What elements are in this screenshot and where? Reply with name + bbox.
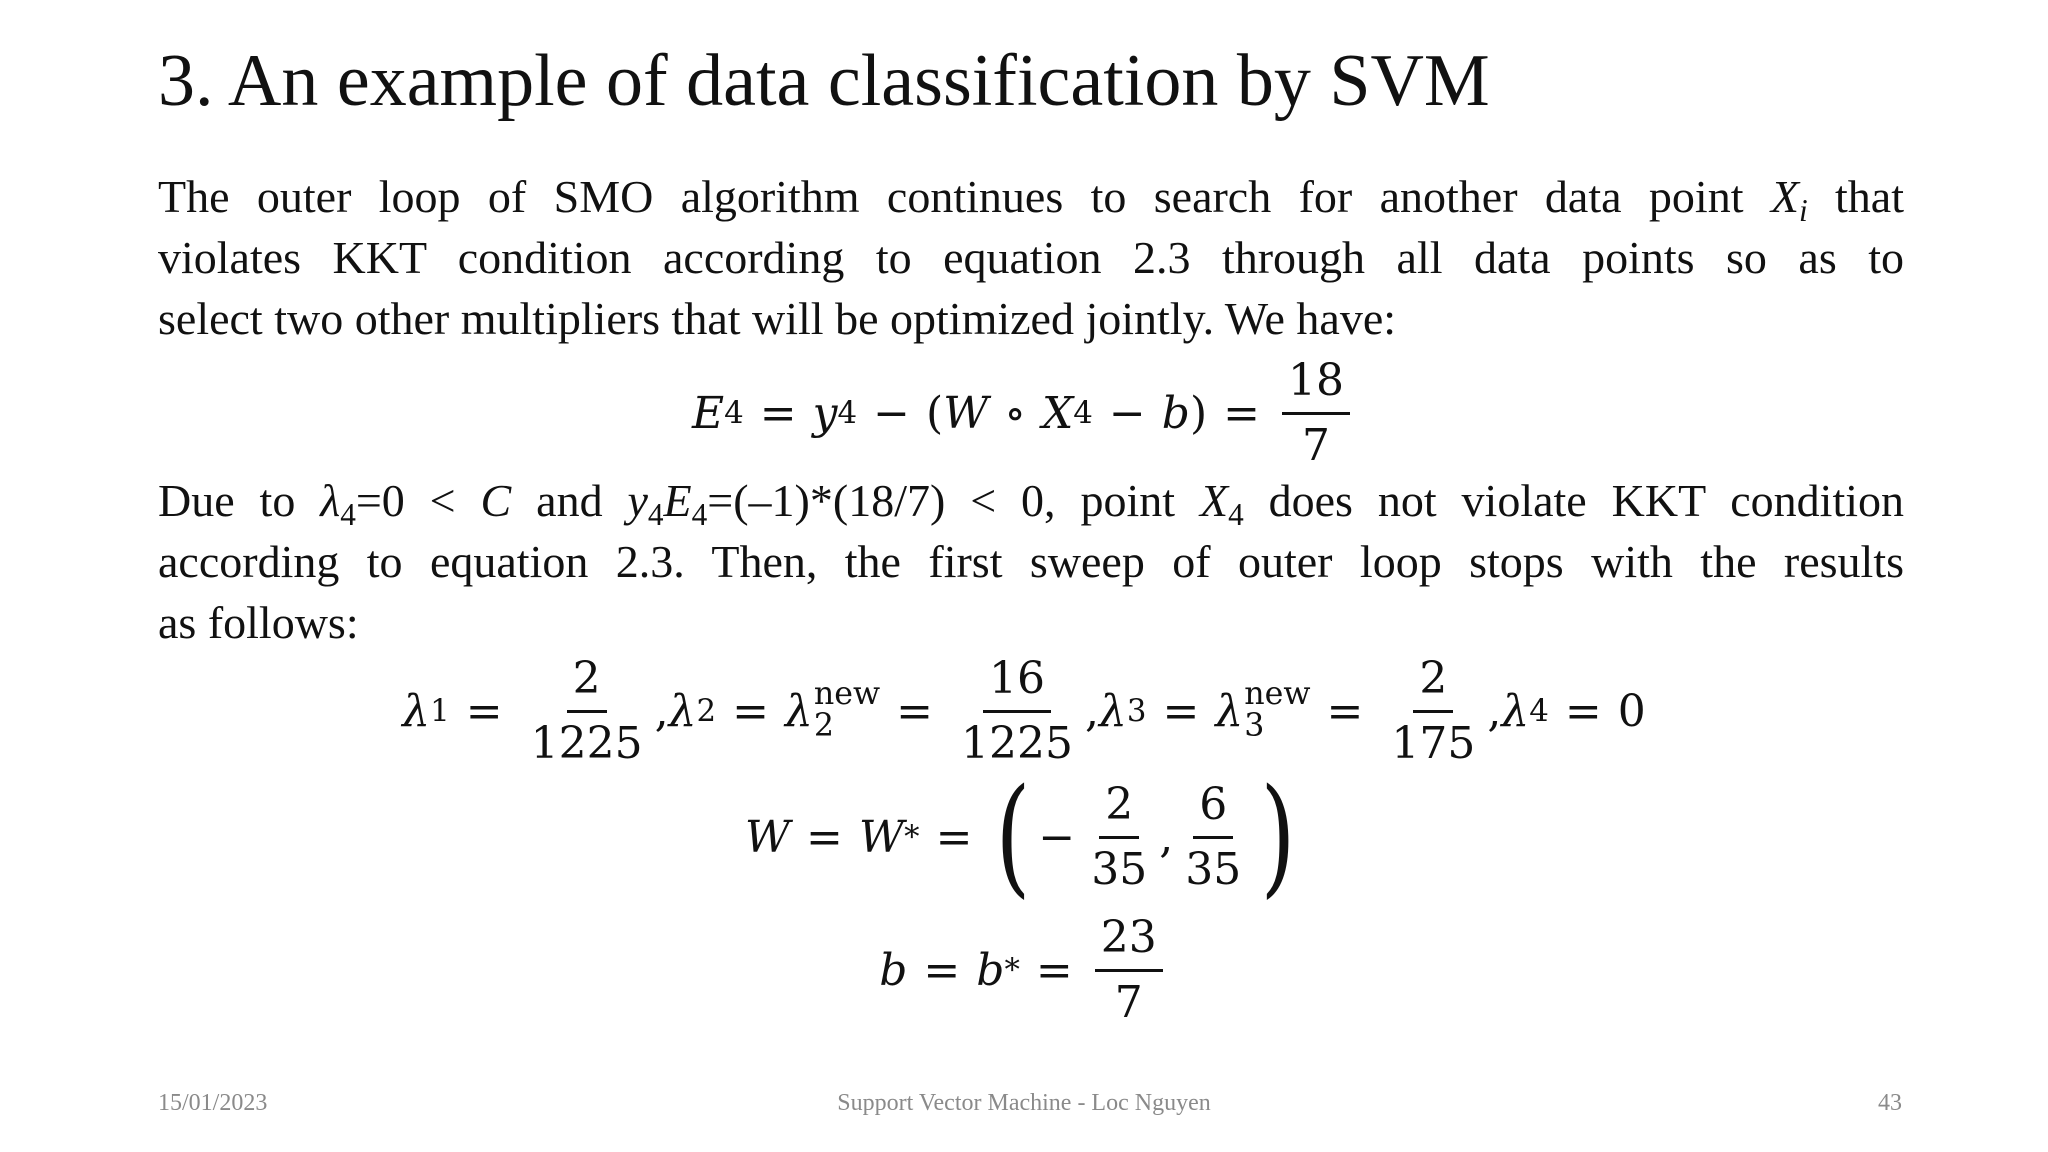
text-line: according to equation 2.3. Then, the first sweep of outer loop stops with the results: [158, 536, 1904, 587]
text-run: =(–1)*(18/7) < 0, point: [707, 475, 1200, 526]
math-var: λ: [1501, 685, 1530, 737]
fraction: [1095, 907, 1163, 1034]
math-var: E: [663, 475, 692, 526]
math-op: =: [465, 685, 503, 737]
text-run: The outer loop of SMO algorithm continues to search for another data point: [158, 171, 1771, 222]
math-var: X: [1199, 475, 1229, 526]
fraction-denominator: 175: [1391, 717, 1476, 769]
math-op: ∘: [1004, 387, 1026, 439]
math-op: =: [1223, 387, 1260, 439]
fraction-numerator: 6: [1193, 774, 1233, 839]
equation-error-e4: E 4 = y 4 − ( W ∘ X 4 − b ) = $\frac{18}{7}$: [0, 348, 2048, 478]
math-sup: new: [1244, 676, 1311, 713]
math-sub: 4: [1228, 496, 1244, 532]
math-var: λ: [668, 685, 697, 737]
fraction-numerator: 18: [1282, 350, 1350, 415]
fraction-denominator: 35: [1185, 843, 1242, 895]
math-sup: new: [813, 676, 881, 713]
slide-title: 3. An example of data classification by SVM: [158, 40, 1490, 122]
text-run: that: [1807, 171, 1904, 222]
math-sub: 4: [340, 496, 356, 532]
math-paren: (: [925, 387, 944, 439]
big-paren-right: ): [1260, 762, 1296, 911]
math-sub: 4: [647, 496, 664, 532]
text-run: =0 <: [355, 475, 481, 526]
paragraph-kkt: [158, 470, 1904, 653]
fraction-denominator: 35: [1091, 843, 1148, 895]
equation-bias: [0, 905, 2048, 1035]
fraction: [1179, 774, 1247, 901]
text-run: Due to: [158, 475, 321, 526]
text-line: violates KKT condition according to equation 2.3 through all data points so as to: [158, 232, 1904, 283]
math-sub: i: [1798, 192, 1808, 228]
math-var: b: [879, 944, 908, 996]
math-var: W: [858, 811, 905, 863]
math-var: E: [692, 387, 725, 439]
fraction-denominator: 7: [1114, 976, 1143, 1028]
math-number: 0: [1617, 685, 1646, 737]
math-sub: 4: [691, 496, 708, 532]
equation-weights: [0, 762, 2048, 911]
math-op: =: [759, 387, 797, 439]
math-var: X: [1041, 387, 1074, 439]
text-line: [158, 166, 1904, 227]
math-var: λ: [1098, 685, 1127, 737]
fraction: [955, 648, 1079, 775]
math-var: b: [976, 944, 1005, 996]
fraction-numerator: 2: [567, 648, 607, 713]
math-comma: ,: [1159, 811, 1174, 863]
math-sup: *: [1004, 952, 1020, 988]
math-op: =: [806, 811, 843, 863]
fraction: [1385, 648, 1481, 775]
math-comma: ,: [1487, 685, 1502, 737]
fraction: [1282, 350, 1350, 477]
math-comma: ,: [1084, 685, 1099, 737]
math-var: W: [943, 387, 989, 439]
math-op: =: [1162, 685, 1200, 737]
fraction-numerator: 2: [1413, 648, 1453, 713]
fraction-numerator: 23: [1095, 907, 1163, 972]
math-op: =: [1326, 685, 1364, 737]
math-var: λ: [320, 475, 341, 526]
math-supsub: [1244, 676, 1311, 744]
math-op: =: [1564, 685, 1602, 737]
math-supsub: [813, 676, 881, 744]
footer-title: Support Vector Machine - Loc Nguyen: [837, 1090, 1211, 1116]
math-sup: *: [904, 819, 920, 855]
fraction: [525, 648, 649, 775]
math-var: λ: [1215, 685, 1244, 737]
text-line: as follows:: [158, 597, 359, 648]
fraction-denominator: 1225: [961, 717, 1073, 769]
big-paren-left: (: [995, 762, 1031, 911]
paragraph-intro: [158, 166, 1904, 349]
text-run: and: [511, 475, 628, 526]
fraction-numerator: 16: [983, 648, 1051, 713]
math-op: =: [923, 944, 961, 996]
fraction-denominator: 1225: [530, 717, 643, 769]
text-line: [158, 470, 1904, 531]
fraction: [1085, 774, 1153, 901]
footer-date: 15/01/2023: [158, 1090, 268, 1116]
fraction-numerator: 2: [1099, 774, 1139, 839]
text-line: select two other multipliers that will be optimized jointly. We have:: [158, 293, 1397, 344]
footer-page-number: 43: [1878, 1090, 1902, 1116]
math-sub: 3: [1244, 708, 1265, 744]
math-op: =: [1035, 944, 1073, 996]
math-var: y: [812, 387, 838, 439]
text-run: does not violate KKT condition: [1243, 475, 1905, 526]
math-var: W: [744, 811, 791, 863]
math-comma: ,: [654, 685, 669, 737]
math-var: b: [1161, 387, 1190, 439]
math-op: −: [1038, 811, 1076, 863]
math-op: =: [896, 685, 933, 737]
math-var: C: [480, 475, 512, 526]
equation-lambdas: λ 1 = $\frac{2}{1225}$ , λ 2 = λ new 2 = $\frac{16}{1225}$ , λ 3 = λ new 3 = $\frac{2}{175}$ , λ 4 = 0: [0, 646, 2048, 776]
math-paren: ): [1189, 387, 1208, 439]
math-op: −: [1108, 387, 1146, 439]
math-var: X: [1770, 171, 1799, 222]
math-var: y: [627, 475, 648, 526]
fraction-denominator: 7: [1301, 419, 1330, 471]
math-op: =: [935, 811, 973, 863]
math-var: λ: [402, 685, 431, 737]
math-var: λ: [784, 685, 813, 737]
math-sub: 2: [813, 708, 835, 744]
math-op: −: [873, 387, 910, 439]
math-op: =: [732, 685, 769, 737]
